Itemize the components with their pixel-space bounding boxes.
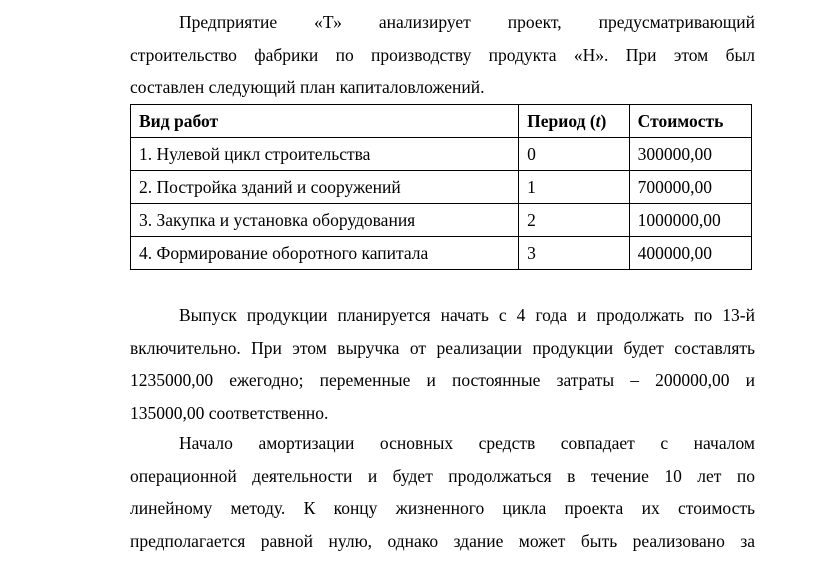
header-period	[519, 105, 630, 138]
text-line: включительно. При этом выручка от реализации продукции будет составлять	[130, 337, 755, 358]
investment-plan-table	[130, 104, 752, 270]
header-cost: Стоимость	[629, 105, 751, 138]
cell-cost: 300000,00	[629, 138, 751, 171]
cell-period: 0	[519, 138, 630, 171]
cell-work: 4. Формирование оборотного капитала	[131, 237, 519, 270]
text-line: Предприятие «Т» анализирует проект, предусматривающий	[179, 12, 755, 32]
text-line: операционной деятельности и будет продолжаться в течение 10 лет по	[130, 465, 755, 486]
text-line: Выпуск продукции планируется начать с 4 года и продолжать по 13-й	[179, 305, 755, 325]
depreciation-paragraph	[130, 427, 755, 557]
text-line: предполагается равной нулю, однако здание может быть реализовано за	[130, 530, 755, 551]
cell-period: 2	[519, 204, 630, 237]
text-line: 135000,00 соответственно.	[130, 402, 329, 423]
cell-work: 3. Закупка и установка оборудования	[131, 204, 519, 237]
header-period-prefix: Период (	[527, 111, 596, 131]
text-line: составлен следующий план капиталовложений.	[130, 77, 485, 97]
table-row	[131, 204, 752, 237]
cell-period: 3	[519, 237, 630, 270]
cell-period: 1	[519, 171, 630, 204]
header-work-type: Вид работ	[131, 105, 519, 138]
table-row	[131, 237, 752, 270]
cell-cost: 700000,00	[629, 171, 751, 204]
cell-work: 2. Постройка зданий и сооружений	[131, 171, 519, 204]
text-line: строительство фабрики по производству продукта «Н». При этом был	[130, 44, 755, 65]
text-line: Начало амортизации основных средств совпадает с началом	[179, 433, 755, 453]
table-header-row	[131, 105, 752, 138]
cell-work: 1. Нулевой цикл строительства	[131, 138, 519, 171]
table-row	[131, 171, 752, 204]
header-period-variable: t	[595, 111, 601, 131]
production-paragraph	[130, 299, 755, 429]
table-row	[131, 138, 752, 171]
cell-cost: 1000000,00	[629, 204, 751, 237]
text-line: 1235000,00 ежегодно; переменные и постоянные затраты – 200000,00 и	[130, 370, 755, 390]
cell-cost: 400000,00	[629, 237, 751, 270]
text-line: линейному методу. К концу жизненного цикла проекта их стоимость	[130, 498, 755, 518]
intro-paragraph	[130, 6, 755, 104]
header-period-suffix: )	[600, 111, 607, 131]
